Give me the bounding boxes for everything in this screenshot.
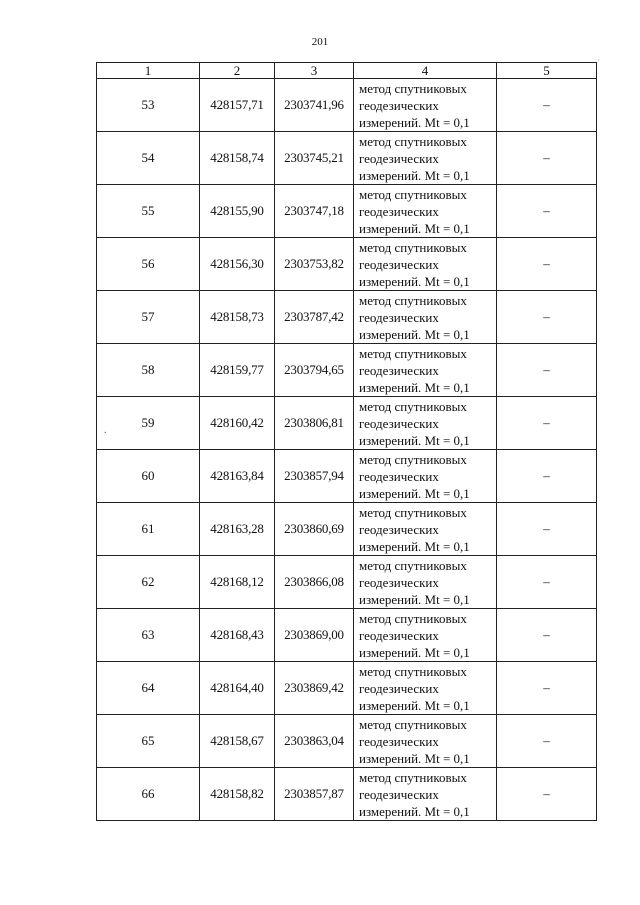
method-line: геодезических [359,415,439,431]
method-cell [354,344,497,397]
method-cell [354,291,497,344]
method-line: измерений. Mt = 0,1 [359,644,470,660]
method-line: метод спутниковых [359,80,467,96]
y-coordinate-cell: 2303745,21 [275,132,354,185]
point-number-cell: 58 [97,344,200,397]
point-number-cell: 53 [97,79,200,132]
point-number-cell: 54 [97,132,200,185]
method-cell [354,238,497,291]
table-row [97,344,597,397]
method-line: метод спутниковых [359,239,467,255]
table-body [97,79,597,821]
column-header-5: 5 [497,63,597,79]
method-cell [354,715,497,768]
method-line: измерений. Mt = 0,1 [359,220,470,236]
point-number-cell: 60 [97,450,200,503]
method-line: метод спутниковых [359,716,467,732]
point-number-cell: 62 [97,556,200,609]
method-cell [354,609,497,662]
y-coordinate-cell: 2303747,18 [275,185,354,238]
method-line: измерений. Mt = 0,1 [359,538,470,554]
method-cell [354,768,497,821]
column-header-3: 3 [275,63,354,79]
x-coordinate-cell: 428164,40 [200,662,275,715]
x-coordinate-cell: 428158,82 [200,768,275,821]
method-line: метод спутниковых [359,398,467,414]
column-header-1: 1 [97,63,200,79]
method-line: метод спутниковых [359,186,467,202]
column-header-4: 4 [354,63,497,79]
column-header-2: 2 [200,63,275,79]
method-line: метод спутниковых [359,451,467,467]
method-line: геодезических [359,521,439,537]
y-coordinate-cell: 2303857,87 [275,768,354,821]
method-line: метод спутниковых [359,292,467,308]
method-line: геодезических [359,150,439,166]
note-cell: – [497,503,597,556]
method-cell [354,662,497,715]
x-coordinate-cell: 428156,30 [200,238,275,291]
x-coordinate-cell: 428155,90 [200,185,275,238]
x-coordinate-cell: 428158,67 [200,715,275,768]
table-row [97,291,597,344]
method-line: геодезических [359,786,439,802]
page-number: 201 [311,36,329,48]
coordinates-table [96,62,597,821]
method-line: измерений. Mt = 0,1 [359,750,470,766]
method-line: метод спутниковых [359,610,467,626]
method-line: геодезических [359,362,439,378]
point-number-cell: 64 [97,662,200,715]
y-coordinate-cell: 2303857,94 [275,450,354,503]
table-row [97,503,597,556]
method-line: геодезических [359,256,439,272]
y-coordinate-cell: 2303753,82 [275,238,354,291]
method-line: измерений. Mt = 0,1 [359,803,470,819]
x-coordinate-cell: 428158,73 [200,291,275,344]
x-coordinate-cell: 428160,42 [200,397,275,450]
y-coordinate-cell: 2303860,69 [275,503,354,556]
point-number-cell: 65 [97,715,200,768]
note-cell: – [497,344,597,397]
note-cell: – [497,662,597,715]
table-row [97,397,597,450]
table-row [97,450,597,503]
method-line: метод спутниковых [359,557,467,573]
method-line: геодезических [359,203,439,219]
y-coordinate-cell: 2303794,65 [275,344,354,397]
point-number-cell: 63 [97,609,200,662]
table-row [97,768,597,821]
x-coordinate-cell: 428159,77 [200,344,275,397]
y-coordinate-cell: 2303866,08 [275,556,354,609]
method-cell [354,503,497,556]
table-row [97,715,597,768]
method-cell [354,185,497,238]
point-number-cell: 55 [97,185,200,238]
table-row [97,556,597,609]
method-line: метод спутниковых [359,769,467,785]
x-coordinate-cell: 428157,71 [200,79,275,132]
point-number-cell: 56 [97,238,200,291]
y-coordinate-cell: 2303869,00 [275,609,354,662]
method-line: геодезических [359,574,439,590]
table-row [97,238,597,291]
note-cell: – [497,132,597,185]
note-cell: – [497,450,597,503]
table-row [97,132,597,185]
method-line: метод спутниковых [359,504,467,520]
stray-mark: . [104,425,107,436]
note-cell: – [497,715,597,768]
method-line: измерений. Mt = 0,1 [359,167,470,183]
method-line: метод спутниковых [359,345,467,361]
note-cell: – [497,238,597,291]
point-number-cell: 66 [97,768,200,821]
point-number-cell: 61 [97,503,200,556]
method-line: измерений. Mt = 0,1 [359,485,470,501]
table-row [97,185,597,238]
y-coordinate-cell: 2303869,42 [275,662,354,715]
method-cell [354,79,497,132]
y-coordinate-cell: 2303806,81 [275,397,354,450]
point-number-cell: 59 [97,397,200,450]
method-line: геодезических [359,680,439,696]
method-line: геодезических [359,627,439,643]
x-coordinate-cell: 428163,28 [200,503,275,556]
note-cell: – [497,291,597,344]
method-line: геодезических [359,468,439,484]
method-cell [354,556,497,609]
x-coordinate-cell: 428163,84 [200,450,275,503]
method-line: измерений. Mt = 0,1 [359,379,470,395]
table-row [97,609,597,662]
point-number-cell: 57 [97,291,200,344]
method-line: измерений. Mt = 0,1 [359,432,470,448]
note-cell: – [497,609,597,662]
note-cell: – [497,556,597,609]
method-line: измерений. Mt = 0,1 [359,326,470,342]
y-coordinate-cell: 2303863,04 [275,715,354,768]
x-coordinate-cell: 428158,74 [200,132,275,185]
corner-mark: · [597,56,600,65]
method-cell [354,397,497,450]
note-cell: – [497,397,597,450]
y-coordinate-cell: 2303741,96 [275,79,354,132]
method-line: метод спутниковых [359,663,467,679]
method-cell [354,132,497,185]
method-line: измерений. Mt = 0,1 [359,273,470,289]
note-cell: – [497,768,597,821]
table-header-row [97,63,597,79]
table-row [97,79,597,132]
method-line: измерений. Mt = 0,1 [359,114,470,130]
x-coordinate-cell: 428168,12 [200,556,275,609]
method-line: метод спутниковых [359,133,467,149]
method-cell [354,450,497,503]
y-coordinate-cell: 2303787,42 [275,291,354,344]
method-line: геодезических [359,97,439,113]
method-line: измерений. Mt = 0,1 [359,697,470,713]
method-line: геодезических [359,309,439,325]
method-line: измерений. Mt = 0,1 [359,591,470,607]
note-cell: – [497,185,597,238]
x-coordinate-cell: 428168,43 [200,609,275,662]
method-line: геодезических [359,733,439,749]
note-cell: – [497,79,597,132]
table-row [97,662,597,715]
